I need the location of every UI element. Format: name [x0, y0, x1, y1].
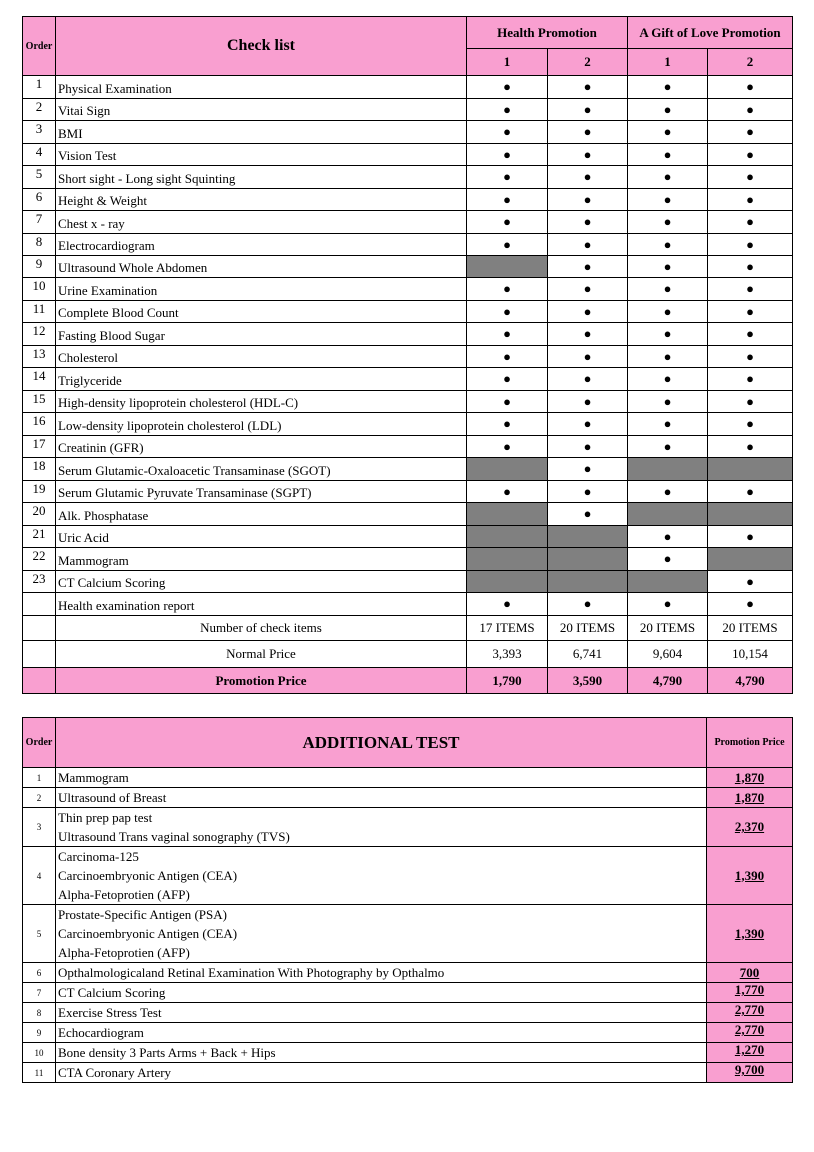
checklist-row [23, 301, 793, 323]
additional-test-body [23, 768, 793, 1083]
included-dot-cell: ● [548, 99, 628, 121]
checklist-row [23, 189, 793, 211]
included-dot-cell: ● [467, 301, 548, 323]
test-name-line: Exercise Stress Test [58, 1005, 162, 1020]
additional-test-price: 1,270 [707, 1043, 793, 1063]
not-included-cell [628, 458, 708, 481]
checklist-row [23, 256, 793, 278]
not-included-cell [467, 458, 548, 481]
included-dot-cell: ● [548, 481, 628, 503]
items-count-label: Number of check items [56, 616, 467, 641]
included-dot-cell: ● [708, 571, 793, 593]
included-dot-cell: ● [548, 368, 628, 391]
included-dot-cell: ● [628, 166, 708, 189]
row-order-number: 8 [23, 1003, 56, 1023]
additional-test-row [23, 963, 793, 983]
additional-test-header: ADDITIONAL TEST [56, 718, 707, 768]
summary-order-cell [23, 616, 56, 641]
row-order-number: 11 [23, 1063, 56, 1083]
not-included-cell [467, 526, 548, 548]
included-dot-cell: ● [628, 346, 708, 368]
additional-test-name [56, 983, 707, 1003]
row-order-number: 4 [23, 847, 56, 905]
additional-test-row [23, 788, 793, 808]
included-dot-cell: ● [628, 436, 708, 458]
row-order-number: 16 [23, 413, 56, 436]
checklist-row [23, 99, 793, 121]
included-dot-cell: ● [628, 234, 708, 256]
checklist-row [23, 323, 793, 346]
additional-test-price: 700 [707, 963, 793, 983]
included-dot-cell: ● [467, 368, 548, 391]
additional-test-row [23, 1063, 793, 1083]
additional-test-row [23, 983, 793, 1003]
check-item-name: Physical Examination [56, 76, 467, 99]
order-header: Order [23, 17, 56, 76]
check-item-name: BMI [56, 121, 467, 144]
checklist-row [23, 166, 793, 189]
row-order-number: 18 [23, 458, 56, 481]
additional-test-price: 9,700 [707, 1063, 793, 1083]
not-included-cell [628, 503, 708, 526]
included-dot-cell: ● [708, 121, 793, 144]
checklist-row [23, 391, 793, 413]
check-item-name: CT Calcium Scoring [56, 571, 467, 593]
included-dot-cell: ● [467, 166, 548, 189]
included-dot-cell: ● [548, 76, 628, 99]
included-dot-cell: ● [628, 391, 708, 413]
test-name-line: Carcinoembryonic Antigen (CEA) [58, 868, 238, 883]
check-item-name: Vision Test [56, 144, 467, 166]
additional-test-row [23, 905, 793, 963]
check-item-name: Fasting Blood Sugar [56, 323, 467, 346]
additional-test-row [23, 1003, 793, 1023]
check-item-name: Alk. Phosphatase [56, 503, 467, 526]
check-item-name: Creatinin (GFR) [56, 436, 467, 458]
included-dot-cell: ● [548, 256, 628, 278]
included-dot-cell: ● [548, 189, 628, 211]
package-number-header: 2 [548, 49, 628, 76]
row-order-number: 8 [23, 234, 56, 256]
checklist-header: Check list [56, 17, 467, 76]
row-order-number: 19 [23, 481, 56, 503]
additional-test-name [56, 963, 707, 983]
not-included-cell [548, 571, 628, 593]
package-number-header: 1 [628, 49, 708, 76]
checklist-row [23, 144, 793, 166]
additional-test-price: 1,870 [707, 788, 793, 808]
included-dot-cell: ● [628, 413, 708, 436]
included-dot-cell: ● [708, 234, 793, 256]
included-dot-cell: ● [467, 391, 548, 413]
test-name-line: Carcinoembryonic Antigen (CEA) [58, 926, 238, 941]
check-item-name: Uric Acid [56, 526, 467, 548]
test-name-line: CTA Coronary Artery [58, 1065, 172, 1080]
not-included-cell [708, 503, 793, 526]
not-included-cell [548, 526, 628, 548]
summary-order-cell [23, 668, 56, 694]
included-dot-cell: ● [708, 189, 793, 211]
additional-test-name [56, 768, 707, 788]
row-order-number: 3 [23, 808, 56, 847]
included-dot-cell: ● [467, 593, 548, 616]
included-dot-cell: ● [467, 144, 548, 166]
included-dot-cell: ● [628, 99, 708, 121]
included-dot-cell: ● [467, 211, 548, 234]
included-dot-cell: ● [708, 211, 793, 234]
test-name-line: Alpha-Fetoprotien (AFP) [58, 945, 190, 960]
check-item-name: Serum Glutamic-Oxaloacetic Transaminase (SGOT) [56, 458, 467, 481]
row-order-number: 1 [23, 768, 56, 788]
included-dot-cell: ● [708, 436, 793, 458]
included-dot-cell: ● [628, 301, 708, 323]
test-name-line: CT Calcium Scoring [58, 985, 166, 1000]
test-name-line: Mammogram [58, 770, 129, 785]
not-included-cell [708, 458, 793, 481]
normal-price-value: 6,741 [548, 641, 628, 668]
check-item-name: Electrocardiogram [56, 234, 467, 256]
promotion-price-value: 4,790 [708, 668, 793, 694]
check-item-name: Urine Examination [56, 278, 467, 301]
checklist-row [23, 121, 793, 144]
included-dot-cell: ● [628, 323, 708, 346]
checklist-row [23, 526, 793, 548]
included-dot-cell: ● [628, 189, 708, 211]
additional-test-price: 2,370 [707, 808, 793, 847]
package-number-header: 1 [467, 49, 548, 76]
included-dot-cell: ● [708, 413, 793, 436]
checklist-row [23, 278, 793, 301]
promotion-price-value: 4,790 [628, 668, 708, 694]
included-dot-cell: ● [628, 548, 708, 571]
included-dot-cell: ● [548, 323, 628, 346]
row-order-number: 2 [23, 788, 56, 808]
included-dot-cell: ● [628, 121, 708, 144]
check-item-name: Height & Weight [56, 189, 467, 211]
row-order-number: 21 [23, 526, 56, 548]
check-item-name: Vitai Sign [56, 99, 467, 121]
included-dot-cell: ● [708, 593, 793, 616]
included-dot-cell: ● [467, 481, 548, 503]
normal-price-value: 9,604 [628, 641, 708, 668]
checklist-row [23, 211, 793, 234]
additional-test-name [56, 1003, 707, 1023]
items-count-value: 20 ITEMS [628, 616, 708, 641]
additional-test-price: 2,770 [707, 1003, 793, 1023]
row-order-number [23, 593, 56, 616]
row-order-number: 23 [23, 571, 56, 593]
additional-test-price: 2,770 [707, 1023, 793, 1043]
included-dot-cell: ● [628, 481, 708, 503]
additional-test-name [56, 905, 707, 963]
not-included-cell [548, 548, 628, 571]
test-name-line: Carcinoma-125 [58, 849, 139, 864]
included-dot-cell: ● [467, 436, 548, 458]
row-order-number: 5 [23, 166, 56, 189]
row-order-number: 22 [23, 548, 56, 571]
included-dot-cell: ● [467, 76, 548, 99]
checklist-row [23, 481, 793, 503]
included-dot-cell: ● [467, 99, 548, 121]
normal-price-value: 3,393 [467, 641, 548, 668]
test-name-line: Ultrasound Trans vaginal sonography (TVS) [58, 829, 290, 844]
included-dot-cell: ● [548, 166, 628, 189]
items-count-value: 20 ITEMS [548, 616, 628, 641]
check-item-name: Triglyceride [56, 368, 467, 391]
included-dot-cell: ● [708, 166, 793, 189]
items-count-value: 17 ITEMS [467, 616, 548, 641]
check-item-name: Mammogram [56, 548, 467, 571]
package-number-header: 2 [708, 49, 793, 76]
included-dot-cell: ● [548, 211, 628, 234]
additional-test-name [56, 847, 707, 905]
additional-test-price: 1,870 [707, 768, 793, 788]
checklist-row [23, 234, 793, 256]
promotion-price-label: Promotion Price [56, 668, 467, 694]
test-name-line: Echocardiogram [58, 1025, 144, 1040]
checklist-row [23, 571, 793, 593]
included-dot-cell: ● [548, 278, 628, 301]
additional-test-row [23, 847, 793, 905]
included-dot-cell: ● [628, 144, 708, 166]
included-dot-cell: ● [548, 436, 628, 458]
included-dot-cell: ● [708, 144, 793, 166]
checklist-row [23, 503, 793, 526]
row-order-number: 15 [23, 391, 56, 413]
checklist-row [23, 76, 793, 99]
test-name-line: Prostate-Specific Antigen (PSA) [58, 907, 227, 922]
checklist-row [23, 413, 793, 436]
row-order-number: 1 [23, 76, 56, 99]
test-name-line: Alpha-Fetoprotien (AFP) [58, 887, 190, 902]
included-dot-cell: ● [467, 413, 548, 436]
test-name-line: Ultrasound of Breast [58, 790, 167, 805]
included-dot-cell: ● [548, 121, 628, 144]
included-dot-cell: ● [708, 323, 793, 346]
row-order-number: 10 [23, 1043, 56, 1063]
promotion-price-value: 1,790 [467, 668, 548, 694]
checklist-row [23, 593, 793, 616]
included-dot-cell: ● [548, 391, 628, 413]
check-item-name: Complete Blood Count [56, 301, 467, 323]
normal-price-value: 10,154 [708, 641, 793, 668]
order-header: Order [23, 718, 56, 768]
included-dot-cell: ● [548, 144, 628, 166]
promotion-price-header: Promotion Price [707, 718, 793, 768]
additional-test-name [56, 808, 707, 847]
gift-of-love-header: A Gift of Love Promotion [628, 17, 793, 49]
checklist-row [23, 368, 793, 391]
health-promotion-header: Health Promotion [467, 17, 628, 49]
not-included-cell [708, 548, 793, 571]
included-dot-cell: ● [548, 413, 628, 436]
not-included-cell [467, 548, 548, 571]
items-count-value: 20 ITEMS [708, 616, 793, 641]
test-name-line: Thin prep pap test [58, 810, 153, 825]
included-dot-cell: ● [628, 211, 708, 234]
row-order-number: 12 [23, 323, 56, 346]
included-dot-cell: ● [708, 526, 793, 548]
included-dot-cell: ● [708, 278, 793, 301]
additional-test-table [22, 717, 793, 1083]
check-item-name: Cholesterol [56, 346, 467, 368]
row-order-number: 20 [23, 503, 56, 526]
not-included-cell [467, 571, 548, 593]
check-item-name: Serum Glutamic Pyruvate Transaminase (SGPT) [56, 481, 467, 503]
row-order-number: 6 [23, 963, 56, 983]
check-item-name: Chest x - ray [56, 211, 467, 234]
checklist-table [22, 16, 793, 694]
additional-test-row [23, 1023, 793, 1043]
included-dot-cell: ● [628, 526, 708, 548]
checklist-row [23, 346, 793, 368]
not-included-cell [628, 571, 708, 593]
included-dot-cell: ● [628, 76, 708, 99]
row-order-number: 9 [23, 256, 56, 278]
promotion-price-value: 3,590 [548, 668, 628, 694]
included-dot-cell: ● [708, 391, 793, 413]
check-item-name: Low-density lipoprotein cholesterol (LDL) [56, 413, 467, 436]
included-dot-cell: ● [708, 301, 793, 323]
included-dot-cell: ● [708, 368, 793, 391]
included-dot-cell: ● [708, 76, 793, 99]
additional-test-name [56, 1063, 707, 1083]
included-dot-cell: ● [628, 368, 708, 391]
row-order-number: 2 [23, 99, 56, 121]
included-dot-cell: ● [548, 503, 628, 526]
checklist-row [23, 548, 793, 571]
additional-test-row [23, 768, 793, 788]
checklist-row [23, 458, 793, 481]
additional-test-name [56, 788, 707, 808]
row-order-number: 9 [23, 1023, 56, 1043]
additional-test-price: 1,770 [707, 983, 793, 1003]
check-item-name: Health examination report [56, 593, 467, 616]
row-order-number: 5 [23, 905, 56, 963]
additional-test-price: 1,390 [707, 847, 793, 905]
additional-test-name [56, 1043, 707, 1063]
normal-price-label: Normal Price [56, 641, 467, 668]
included-dot-cell: ● [548, 301, 628, 323]
included-dot-cell: ● [548, 346, 628, 368]
check-item-name: Short sight - Long sight Squinting [56, 166, 467, 189]
row-order-number: 6 [23, 189, 56, 211]
additional-test-row [23, 1043, 793, 1063]
included-dot-cell: ● [708, 256, 793, 278]
row-order-number: 11 [23, 301, 56, 323]
included-dot-cell: ● [628, 256, 708, 278]
test-name-line: Opthalmologicaland Retinal Examination With Photography by Opthalmo [58, 965, 445, 980]
checklist-row [23, 436, 793, 458]
included-dot-cell: ● [628, 593, 708, 616]
additional-test-name [56, 1023, 707, 1043]
included-dot-cell: ● [708, 481, 793, 503]
included-dot-cell: ● [708, 346, 793, 368]
checklist-body [23, 76, 793, 616]
row-order-number: 17 [23, 436, 56, 458]
row-order-number: 13 [23, 346, 56, 368]
not-included-cell [467, 503, 548, 526]
included-dot-cell: ● [467, 323, 548, 346]
included-dot-cell: ● [467, 278, 548, 301]
summary-order-cell [23, 641, 56, 668]
check-item-name: High-density lipoprotein cholesterol (HDL-C) [56, 391, 467, 413]
included-dot-cell: ● [467, 121, 548, 144]
additional-test-price: 1,390 [707, 905, 793, 963]
row-order-number: 4 [23, 144, 56, 166]
included-dot-cell: ● [708, 99, 793, 121]
included-dot-cell: ● [628, 278, 708, 301]
row-order-number: 10 [23, 278, 56, 301]
included-dot-cell: ● [548, 458, 628, 481]
test-name-line: Bone density 3 Parts Arms + Back + Hips [58, 1045, 276, 1060]
included-dot-cell: ● [467, 234, 548, 256]
additional-test-row [23, 808, 793, 847]
row-order-number: 7 [23, 211, 56, 234]
included-dot-cell: ● [467, 346, 548, 368]
row-order-number: 3 [23, 121, 56, 144]
check-item-name: Ultrasound Whole Abdomen [56, 256, 467, 278]
not-included-cell [467, 256, 548, 278]
row-order-number: 7 [23, 983, 56, 1003]
included-dot-cell: ● [548, 593, 628, 616]
row-order-number: 14 [23, 368, 56, 391]
included-dot-cell: ● [548, 234, 628, 256]
included-dot-cell: ● [467, 189, 548, 211]
